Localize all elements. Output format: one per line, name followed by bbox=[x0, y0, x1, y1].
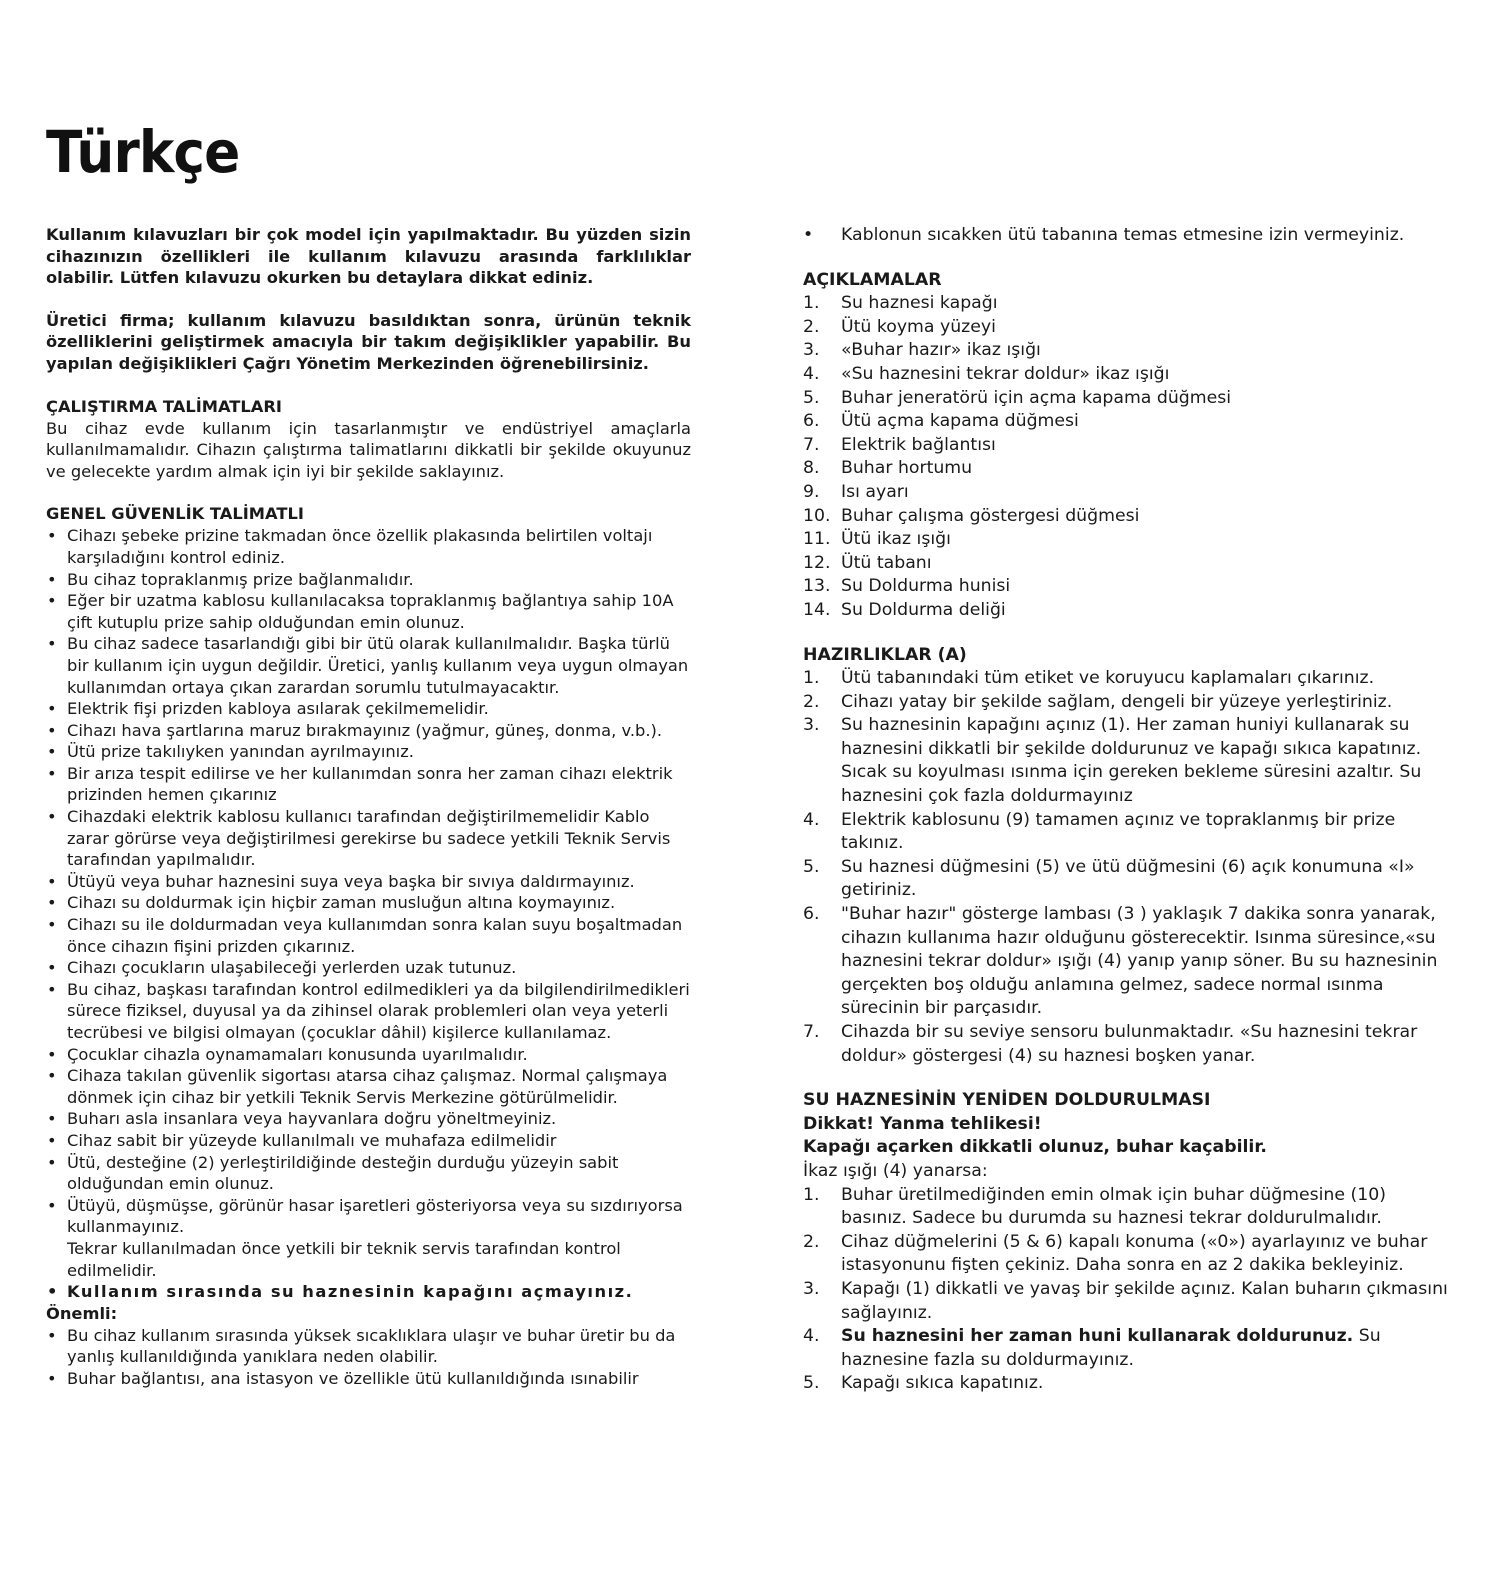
list-item bbox=[803, 363, 1449, 387]
item-number: 3. bbox=[803, 1278, 820, 1299]
item-number: 6. bbox=[803, 411, 820, 432]
list-item bbox=[803, 410, 1449, 434]
item-text: Ütü ikaz ışığı bbox=[841, 529, 951, 550]
list-item bbox=[803, 552, 1449, 576]
item-number: 8. bbox=[803, 458, 820, 479]
refill-intro: İkaz ışığı (4) yanarsa: bbox=[803, 1160, 988, 1181]
intro-paragraph-2: Üretici firma; kullanım kılavuzu basıldıktan sonra, ürünün teknik özelliklerini geliştirmek amacıyla bir takım değişiklikler yapabilir. Bu yapılan değişiklikleri Çağrı Yönetim Merkezinden öğrenebilirsiniz. bbox=[46, 310, 691, 373]
refill-list bbox=[803, 1184, 1449, 1396]
preparations-list bbox=[803, 667, 1449, 1068]
item-number: 4. bbox=[803, 809, 820, 830]
page-title: Türkçe bbox=[46, 118, 240, 186]
item-text: Ütü tabanı bbox=[841, 552, 932, 573]
item-text: «Su haznesini tekrar doldur» ikaz ışığı bbox=[841, 363, 1170, 384]
item-number: 3. bbox=[803, 340, 820, 361]
top-bullet-text: Kablonun sıcakken ütü tabanına temas etmesine izin vermeyiniz. bbox=[841, 225, 1405, 245]
list-item bbox=[803, 528, 1449, 552]
item-text: Buhar çalışma göstergesi düğmesi bbox=[841, 505, 1140, 526]
item-number: 2. bbox=[803, 316, 820, 337]
item-number: 14. bbox=[803, 599, 831, 620]
item-text: «Buhar hazır» ikaz ışığı bbox=[841, 340, 1041, 361]
list-item: • Cihaza takılan güvenlik sigortası atarsa cihaz çalışmaz. Normal çalışmaya dönmek için cihaz bir yetkili Teknik Servis Merkezine götürülmelidir. bbox=[46, 1065, 691, 1108]
refill-warning-1: Dikkat! Yanma tehlikesi! bbox=[803, 1113, 1042, 1134]
list-item bbox=[803, 224, 1449, 248]
item-text-bold: Su haznesini her zaman huni kullanarak doldurunuz. bbox=[841, 1326, 1354, 1347]
item-text: Su haznesine fazla su doldurmayınız. bbox=[841, 1326, 1381, 1370]
list-item bbox=[803, 714, 1449, 808]
item-text: Cihazı yatay bir şekilde sağlam, dengeli bir yüzeye yerleştiriniz. bbox=[841, 691, 1393, 712]
item-text: Su haznesi düğmesini (5) ve ütü düğmesini (6) açık konumuna «I» getiriniz. bbox=[841, 856, 1415, 901]
item-text: Isı ayarı bbox=[841, 481, 909, 502]
list-item: • Bu cihaz sadece tasarlandığı gibi bir ütü olarak kullanılmalıdır. Başka türlü bir kullanım için uygun değildir. Üretici, yanlış kullanım veya uygun olmayan kullanımdan ortaya çıkan zarardan sorumlu tutulmayacaktır. bbox=[46, 633, 691, 698]
item-number: 9. bbox=[803, 481, 820, 502]
list-item bbox=[803, 1231, 1449, 1278]
list-item bbox=[46, 1195, 691, 1281]
list-item bbox=[803, 1325, 1449, 1372]
item-text: "Buhar hazır" gösterge lambası (3 ) yaklaşık 7 dakika sonra yanarak, cihazın kullanıma hazır olduğunu gösterecektir. Isınma süresince,«su haznesini tekrar doldur» ışığı (4) yanıp yanıp söner. Bu su haznesinin gerçekten boş olduğu anlamına gelmez, sadece normal ısınma sürecinin bir parçasıdır. bbox=[841, 904, 1438, 1019]
list-item: • Elektrik fişi prizden kabloya asılarak çekilmemelidir. bbox=[46, 698, 691, 720]
item-number: 1. bbox=[803, 1184, 820, 1205]
list-item: • Cihazı hava şartlarına maruz bırakmayınız (yağmur, güneş, donma, v.b.). bbox=[46, 720, 691, 742]
item-text: Buhar hortumu bbox=[841, 458, 973, 479]
safety-instructions-heading: GENEL GÜVENLİK TALİMATLI bbox=[46, 504, 304, 524]
item-number: 1. bbox=[803, 293, 820, 314]
list-item: • Cihaz sabit bir yüzeyde kullanılmalı ve muhafaza edilmelidir bbox=[46, 1130, 691, 1152]
list-item bbox=[803, 387, 1449, 411]
list-item: • Çocuklar cihazla oynamamaları konusunda uyarılmalıdır. bbox=[46, 1044, 691, 1066]
important-heading: Önemli: bbox=[46, 1303, 118, 1323]
important-list bbox=[46, 1325, 691, 1390]
list-item bbox=[803, 1184, 1449, 1231]
list-item bbox=[803, 481, 1449, 505]
item-text: Cihazda bir su seviye sensoru bulunmaktadır. «Su haznesini tekrar doldur» göstergesi (4) su haznesi boşken yanar. bbox=[841, 1022, 1418, 1066]
list-item: • Cihazı su ile doldurmadan veya kullanımdan sonra kalan suyu boşaltmadan önce cihazın fişini prizden çıkarınız. bbox=[46, 914, 691, 957]
list-item bbox=[803, 505, 1449, 529]
item-number: 10. bbox=[803, 505, 831, 526]
safety-instructions-list bbox=[46, 525, 691, 1302]
list-item bbox=[803, 316, 1449, 340]
list-item: • Bir arıza tespit edilirse ve her kullanımdan sonra her zaman cihazı elektrik prizinden hemen çıkarınız bbox=[46, 763, 691, 806]
item-number: 13. bbox=[803, 576, 831, 597]
item-number: 4. bbox=[803, 363, 820, 384]
item-text: Elektrik kablosunu (9) tamamen açınız ve topraklanmış bir prize takınız. bbox=[841, 809, 1396, 854]
item-number: 5. bbox=[803, 856, 820, 877]
list-item: • Cihazı çocukların ulaşabileceği yerlerden uzak tutunuz. bbox=[46, 957, 691, 979]
list-item bbox=[803, 434, 1449, 458]
item-number: 2. bbox=[803, 691, 820, 712]
list-item bbox=[803, 339, 1449, 363]
item-number: 11. bbox=[803, 529, 831, 550]
item-number: 7. bbox=[803, 434, 820, 455]
item-number: 12. bbox=[803, 552, 831, 573]
operating-instructions-heading: ÇALIŞTIRMA TALİMATLARI bbox=[46, 396, 282, 416]
list-item: • Bu cihaz topraklanmış prize bağlanmalıdır. bbox=[46, 569, 691, 591]
list-item-bold: • Kullanım sırasında su haznesinin kapağını açmayınız. bbox=[46, 1281, 691, 1303]
list-item: • Ütü, desteğine (2) yerleştirildiğinde desteğin durduğu yüzeyin sabit olduğundan emin olunuz. bbox=[46, 1152, 691, 1195]
descriptions-list bbox=[803, 292, 1449, 622]
item-number: 2. bbox=[803, 1231, 820, 1252]
list-item bbox=[803, 1278, 1449, 1325]
item-text: Su Doldurma hunisi bbox=[841, 576, 1011, 597]
item-text: Elektrik bağlantısı bbox=[841, 434, 996, 455]
list-item bbox=[803, 691, 1449, 715]
item-text: Buhar üretilmediğinden emin olmak için buhar düğmesine (10) basınız. Sadece bu durumda su haznesi tekrar doldurulmalıdır. bbox=[841, 1184, 1386, 1229]
list-item: • Ütüyü veya buhar haznesini suya veya başka bir sıvıya daldırmayınız. bbox=[46, 871, 691, 893]
list-item bbox=[803, 292, 1449, 316]
refill-warning-2: Kapağı açarken dikkatli olunuz, buhar kaçabilir. bbox=[803, 1137, 1267, 1158]
item-text: Su Doldurma deliği bbox=[841, 599, 1006, 620]
descriptions-heading: AÇIKLAMALAR bbox=[803, 269, 942, 290]
item-text: Kapağı sıkıca kapatınız. bbox=[841, 1373, 1044, 1394]
item-text: Kapağı (1) dikkatli ve yavaş bir şekilde açınız. Kalan buharın çıkmasını sağlayınız. bbox=[841, 1278, 1448, 1323]
safety-note: Tekrar kullanılmadan önce yetkili bir teknik servis tarafından kontrol edilmelidir. bbox=[67, 1238, 621, 1280]
list-item bbox=[803, 856, 1449, 903]
item-text: Cihaz düğmelerini (5 & 6) kapalı konuma («0») ayarlayınız ve buhar istasyonunu fişten çekiniz. Daha sonra en az 2 dakika bekleyiniz. bbox=[841, 1231, 1428, 1276]
right-column bbox=[803, 224, 1449, 1396]
list-item: • Bu cihaz, başkası tarafından kontrol edilmedikleri ya da bilgilendirilmedikleri sürece fiziksel, duyusal ya da zihinsel olarak problemleri olan veya yeterli tecrübesi ve bilgisi olmayan (çocuklar dâhil) kişilerce kullanılamaz. bbox=[46, 979, 691, 1044]
intro-paragraph-1: Kullanım kılavuzları bir çok model için yapılmaktadır. Bu yüzden sizin cihazınızın özellikleri ile kullanım kılavuzu arasında farklılıklar olabilir. Lütfen kılavuzu okurken bu detaylara dikkat ediniz. bbox=[46, 225, 691, 288]
item-number: 1. bbox=[803, 668, 820, 689]
list-item bbox=[803, 575, 1449, 599]
refill-heading: SU HAZNESİNİN YENİDEN DOLDURULMASI bbox=[803, 1090, 1211, 1111]
list-item: • Cihazdaki elektrik kablosu kullanıcı tarafından değiştirilmemelidir Kablo zarar görürse veya değiştirilmesi gerekirse bu sadece yetkili Teknik Servis tarafından yapılmalıdır. bbox=[46, 806, 691, 871]
list-item: • Cihazı şebeke prizine takmadan önce özellik plakasında belirtilen voltajı karşıladığını kontrol ediniz. bbox=[46, 525, 691, 568]
list-item bbox=[803, 1372, 1449, 1396]
list-item bbox=[803, 599, 1449, 623]
list-item: • Ütü prize takılıyken yanından ayrılmayınız. bbox=[46, 741, 691, 763]
item-number: 4. bbox=[803, 1326, 820, 1347]
list-item: • Buharı asla insanlara veya hayvanlara doğru yöneltmeyiniz. bbox=[46, 1108, 691, 1130]
list-item: • Buhar bağlantısı, ana istasyon ve özellikle ütü kullanıldığında ısınabilir bbox=[46, 1368, 691, 1390]
list-item: • Cihazı su doldurmak için hiçbir zaman musluğun altına koymayınız. bbox=[46, 892, 691, 914]
item-number: 7. bbox=[803, 1022, 820, 1042]
item-text: Ütü açma kapama düğmesi bbox=[841, 411, 1079, 432]
item-text: Su haznesinin kapağını açınız (1). Her zaman huniyi kullanarak su haznesini dikkatli bir şekilde doldurunuz ve kapağı sıkıca kapatınız. Sıcak su koyulması ısınma için gereken bekleme süresini azaltır. Su haznesini çok fazla doldurmayınız bbox=[841, 715, 1422, 807]
item-number: 3. bbox=[803, 715, 820, 736]
operating-instructions-text: Bu cihaz evde kullanım için tasarlanmıştır ve endüstriyel amaçlarla kullanılmamalıdır. Cihazın çalıştırma talimatlarını dikkatli bir şekilde okuyunuz ve gelecekte yardım almak için iyi bir şekilde saklayınız. bbox=[46, 418, 691, 481]
item-text: Su haznesi kapağı bbox=[841, 293, 998, 314]
bullet-icon: • bbox=[803, 225, 814, 245]
item-number: 5. bbox=[803, 387, 820, 408]
list-item bbox=[803, 903, 1449, 1021]
item-text: Ütü tabanındaki tüm etiket ve koruyucu kaplamaları çıkarınız. bbox=[841, 668, 1375, 689]
list-item: • Eğer bir uzatma kablosu kullanılacaksa topraklanmış bağlantıya sahip 10A çift kutuplu prize sahip olduğundan emin olunuz. bbox=[46, 590, 691, 633]
item-text: Ütü koyma yüzeyi bbox=[841, 316, 996, 337]
list-item bbox=[803, 667, 1449, 691]
preparations-heading: HAZIRLIKLAR (A) bbox=[803, 644, 967, 665]
list-item bbox=[803, 457, 1449, 481]
item-number: 6. bbox=[803, 904, 820, 925]
list-item bbox=[803, 1021, 1449, 1068]
left-column bbox=[46, 224, 691, 1390]
item-text: Buhar jeneratörü için açma kapama düğmesi bbox=[841, 387, 1232, 408]
list-item bbox=[803, 809, 1449, 856]
list-item-text: Ütüyü, düşmüşse, görünür hasar işaretleri gösteriyorsa veya su sızdırıyorsa kullanmayınız. bbox=[67, 1195, 683, 1237]
item-number: 5. bbox=[803, 1373, 820, 1394]
list-item: • Bu cihaz kullanım sırasında yüksek sıcaklıklara ulaşır ve buhar üretir bu da yanlış kullanıldığında yanıklara neden olabilir. bbox=[46, 1325, 691, 1368]
